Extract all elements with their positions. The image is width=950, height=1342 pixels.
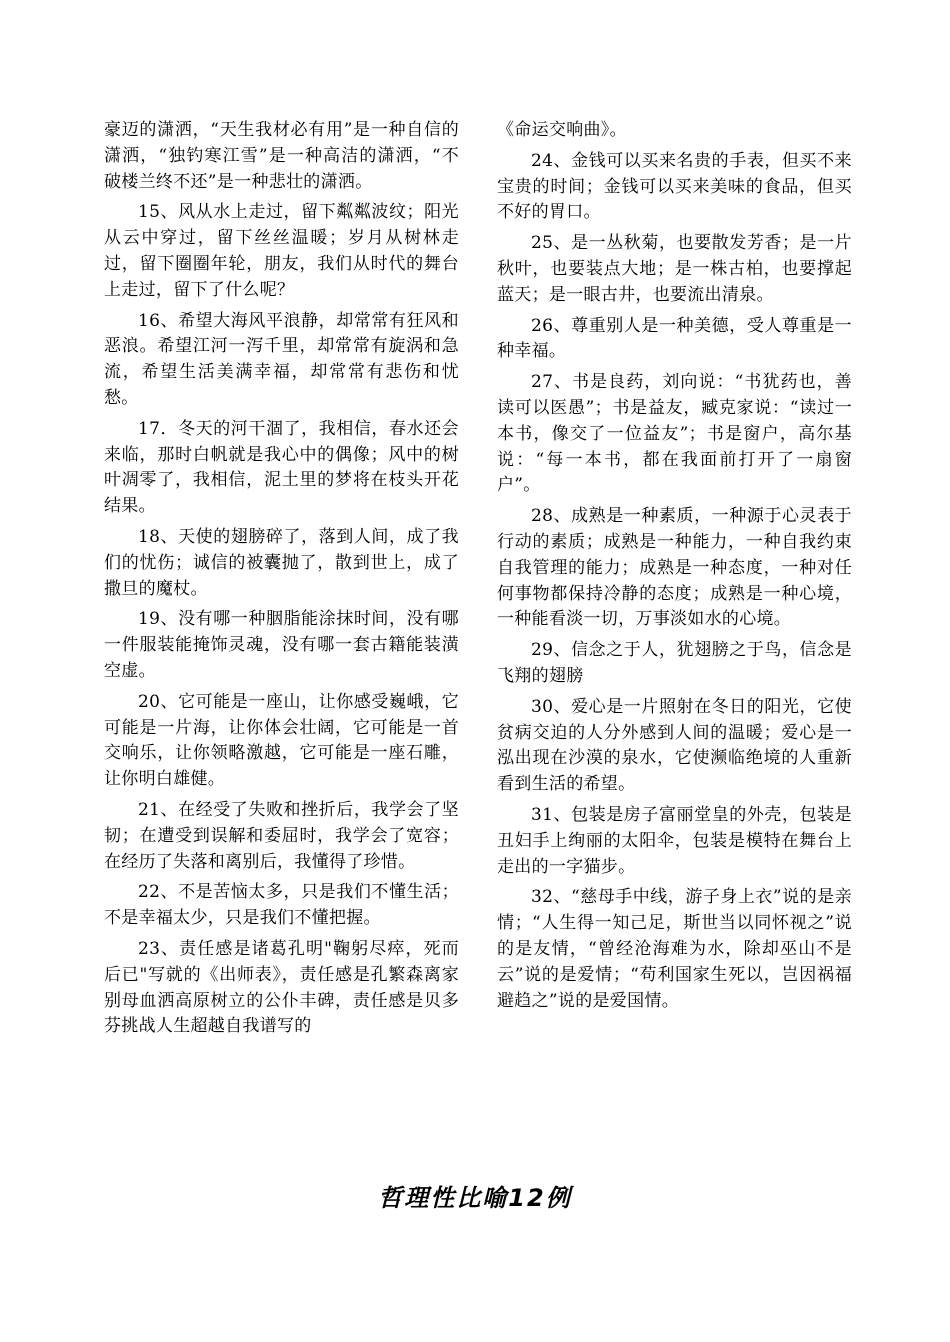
right-column-paragraph: 26、尊重别人是一种美德，受人尊重是一种幸福。 (497, 315, 852, 362)
left-column-paragraph: 18、天使的翅膀碎了，落到人间，成了我们的忧伤；诚信的被囊抛了，散到世上，成了撒旦的魔杖。 (104, 526, 459, 599)
right-column-paragraph: 32、“慈母手中线，游子身上衣”说的是亲情；“人生得一知己足，斯世当以同怀视之”说的是友情，“曾经沧海难为水，除却巫山不是云”说的是爱情；“苟利国家生死以，岂因祸福避趋之”说的是爱国情。 (497, 887, 852, 1011)
left-column-paragraph: 豪迈的潇洒，“天生我材必有用”是一种自信的潇洒，“独钓寒江雪”是一种高洁的潇洒，“不破楼兰终不还”是一种悲壮的潇洒。 (104, 120, 459, 192)
left-column-paragraph: 19、没有哪一种胭脂能涂抹时间，没有哪一件服装能掩饰灵魂，没有哪一套古籍能装潢空虚。 (104, 609, 459, 681)
right-column-paragraph: 24、金钱可以买来名贵的手表，但买不来宝贵的时间；金钱可以买来美味的食品，但买不好的胃口。 (497, 150, 852, 223)
right-column-paragraph: 25、是一丛秋菊，也要散发芳香；是一片秋叶，也要装点大地；是一株古柏，也要撑起蓝天；是一眼古井，也要流出清泉。 (497, 233, 852, 305)
right-column-paragraph: 29、信念之于人，犹翅膀之于鸟，信念是飞翔的翅膀 (497, 640, 852, 686)
document-page (104, 118, 858, 1148)
left-column (104, 118, 459, 1045)
right-column-paragraph: 31、包装是房子富丽堂皇的外壳，包装是丑妇手上绚丽的太阳伞，包装是模特在舞台上走出的一字猫步。 (497, 804, 852, 877)
left-column-paragraph: 21、在经受了失败和挫折后，我学会了坚韧；在遭受到误解和委屈时，我学会了宽容；在经历了失落和离别后，我懂得了珍惜。 (104, 799, 459, 872)
right-column-paragraph: 30、爱心是一片照射在冬日的阳光，它使贫病交迫的人分外感到人间的温暖；爱心是一泓出现在沙漠的泉水，它使濒临绝境的人重新看到生活的希望。 (497, 696, 852, 795)
left-column-paragraph: 23、责任感是诸葛孔明"鞠躬尽瘁，死而后已"写就的《出师表》，责任感是孔繁森离家别母血洒高原树立的公仆丰碑，责任感是贝多芬挑战人生超越自我谱写的 (104, 938, 459, 1037)
right-column (497, 118, 852, 1019)
right-column-paragraph: 《命运交响曲》。 (497, 120, 627, 140)
right-column-paragraph: 27、书是良药，刘向说：“书犹药也，善读可以医愚”；书是益友，臧克家说：“读过一本书，像交了一位益友”；书是窗户，高尔基说：“每一本书，都在我面前打开了一扇窗户”。 (497, 372, 852, 496)
left-column-paragraph: 15、风从水上走过，留下粼粼波纹；阳光从云中穿过，留下丝丝温暖；岁月从树林走过，留下圈圈年轮，朋友，我们从时代的舞台上走过，留下了什么呢？ (104, 202, 459, 300)
right-column-paragraph: 28、成熟是一种素质，一种源于心灵表于行动的素质；成熟是一种能力，一种自我约束自我管理的能力；成熟是一种态度，一种对任何事物都保持冷静的态度；成熟是一种心境，一种能看淡一切，万事淡如水的心境。 (497, 506, 852, 630)
section-heading: 哲理性比喻12例 (378, 1184, 572, 1212)
left-column-paragraph: 16、希望大海风平浪静，却常常有狂风和恶浪。希望江河一泻千里，却常常有旋涡和急流，希望生活美满幸福，却常常有悲伤和忧愁。 (104, 310, 459, 408)
left-column-paragraph: 22、不是苦恼太多，只是我们不懂生活；不是幸福太少，只是我们不懂把握。 (104, 882, 459, 929)
left-column-paragraph: 20、它可能是一座山，让你感受巍峨，它可能是一片海，让你体会壮阔，它可能是一首交响乐，让你领略激越，它可能是一座石雕，让你明白雄健。 (104, 691, 459, 790)
left-column-paragraph: 17．冬天的河干涸了，我相信，春水还会来临，那时白帆就是我心中的偶像；风中的树叶凋零了，我相信，泥土里的梦将在枝头开花结果。 (104, 418, 459, 517)
